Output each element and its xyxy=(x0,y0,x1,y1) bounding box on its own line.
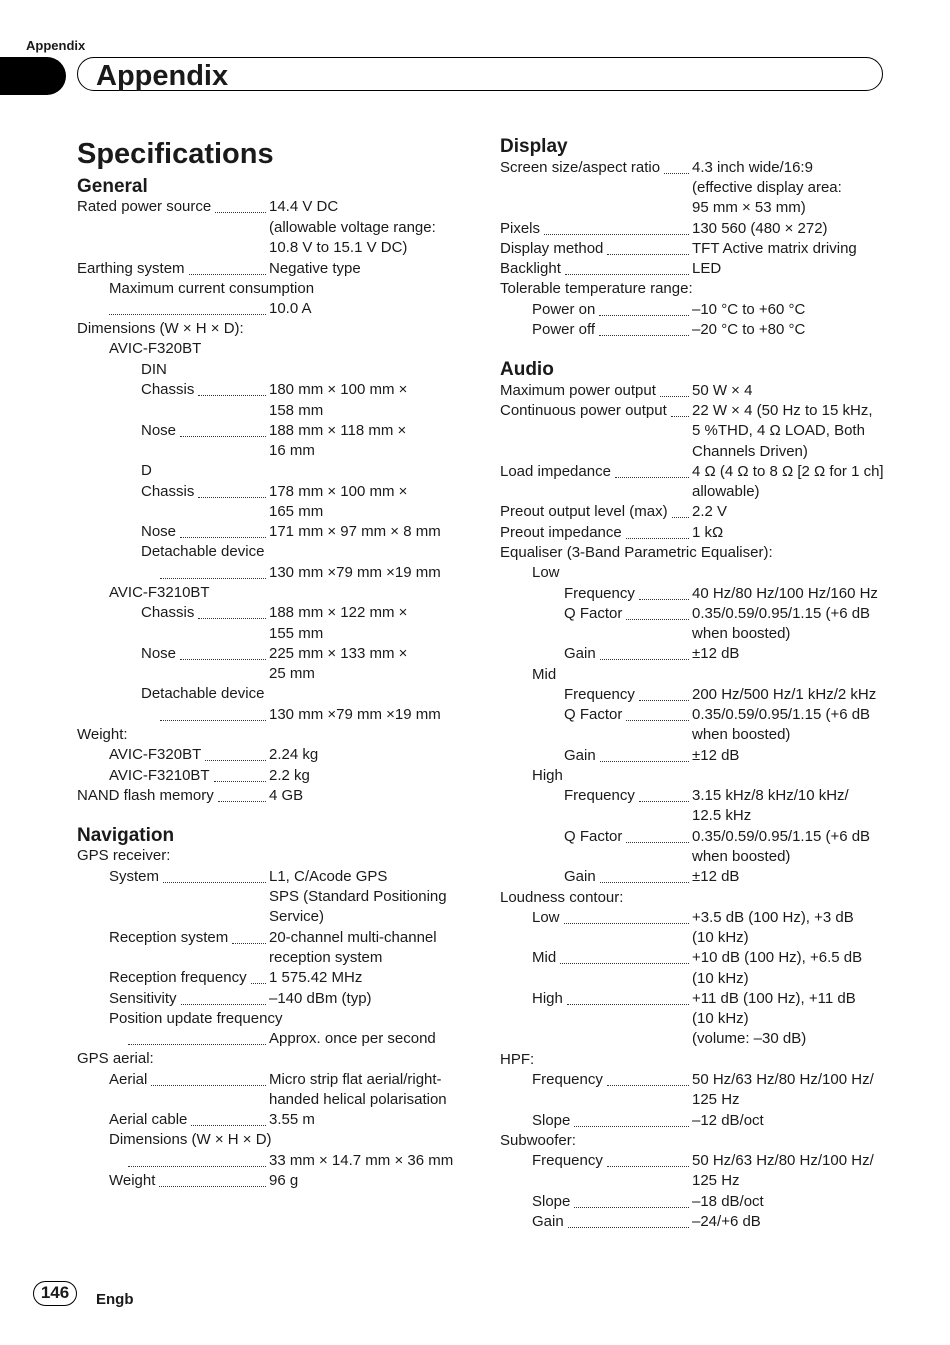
spec-value-continued: (volume: –30 dB) xyxy=(692,1030,807,1047)
spec-label: High xyxy=(532,990,563,1007)
spec-label: Position update frequency xyxy=(109,1010,283,1027)
language-code: Engb xyxy=(96,1291,134,1308)
spec-value: 4 GB xyxy=(269,787,304,804)
spec-value: 178 mm × 100 mm × xyxy=(269,483,408,500)
spec-value-continued: SPS (Standard Positioning xyxy=(269,888,447,905)
spec-value: 4.3 inch wide/16:9 xyxy=(692,159,813,176)
spec-value: 130 560 (480 × 272) xyxy=(692,220,828,237)
spec-value: –20 °C to +80 °C xyxy=(692,321,806,338)
spec-label: Chassis xyxy=(141,483,195,500)
spec-label: DIN xyxy=(141,361,167,378)
dot-leader xyxy=(159,1184,266,1187)
dot-leader xyxy=(664,171,689,174)
spec-label: Gain xyxy=(564,645,596,662)
spec-row xyxy=(0,1070,950,1090)
spec-label: NAND flash memory xyxy=(77,787,214,804)
dot-leader xyxy=(565,272,689,275)
spec-value: LED xyxy=(692,260,722,277)
dot-leader xyxy=(626,840,689,843)
spec-label: Maximum power output xyxy=(500,382,656,399)
spec-value: 2.24 kg xyxy=(269,746,319,763)
spec-label: Backlight xyxy=(500,260,561,277)
dot-leader xyxy=(600,880,689,883)
spec-label: Gain xyxy=(532,1213,564,1230)
spec-label: Detachable device xyxy=(141,543,265,560)
spec-value-continued: allowable) xyxy=(692,483,760,500)
spec-value: 0.35/0.59/0.95/1.15 (+6 dB xyxy=(692,605,871,622)
dot-leader xyxy=(567,1002,689,1005)
spec-value: 2.2 V xyxy=(692,503,728,520)
spec-row xyxy=(0,705,950,725)
spec-label: Continuous power output xyxy=(500,402,667,419)
spec-value: 50 W × 4 xyxy=(692,382,753,399)
spec-row xyxy=(0,1111,950,1131)
spec-value-continued: when boosted) xyxy=(692,726,791,743)
spec-row xyxy=(0,644,950,664)
spec-value-continued: (10 kHz) xyxy=(692,929,749,946)
dot-leader xyxy=(626,718,689,721)
section-banner-title: Appendix xyxy=(96,60,229,92)
spec-label: Frequency xyxy=(564,686,635,703)
spec-value: 200 Hz/500 Hz/1 kHz/2 kHz xyxy=(692,686,877,703)
spec-row xyxy=(0,482,950,502)
spec-value-continued: Channels Driven) xyxy=(692,443,808,460)
spec-value-continued: (10 kHz) xyxy=(692,1010,749,1027)
spec-row xyxy=(0,908,950,928)
spec-value-continued: 158 mm xyxy=(269,402,324,419)
dot-leader xyxy=(544,232,689,235)
spec-row xyxy=(0,766,950,786)
spec-value: 50 Hz/63 Hz/80 Hz/100 Hz/ xyxy=(692,1152,874,1169)
dot-leader xyxy=(568,1225,689,1228)
spec-label: AVIC-F3210BT xyxy=(109,584,210,601)
spec-value: ±12 dB xyxy=(692,868,740,885)
dot-leader xyxy=(251,981,266,984)
spec-row xyxy=(0,786,950,806)
section-heading: General xyxy=(77,176,148,197)
dot-leader xyxy=(232,941,266,944)
spec-label: AVIC-F320BT xyxy=(109,340,202,357)
spec-label: Power off xyxy=(532,321,596,338)
spec-value: 40 Hz/80 Hz/100 Hz/160 Hz xyxy=(692,585,878,602)
spec-row xyxy=(0,401,950,421)
spec-value-continued: 25 mm xyxy=(269,665,315,682)
spec-value: 1 575.42 MHz xyxy=(269,969,363,986)
spec-label: Equaliser (3-Band Parametric Equaliser): xyxy=(500,544,773,561)
dot-leader xyxy=(607,252,689,255)
spec-row xyxy=(0,948,950,968)
spec-value: Approx. once per second xyxy=(269,1030,436,1047)
spec-label: Aerial xyxy=(109,1071,148,1088)
spec-value: 180 mm × 100 mm × xyxy=(269,381,408,398)
spec-value: 188 mm × 118 mm × xyxy=(269,422,407,439)
spec-label: Screen size/aspect ratio xyxy=(500,159,661,176)
spec-label: Weight xyxy=(109,1172,156,1189)
dot-leader xyxy=(615,475,689,478)
spec-row xyxy=(0,502,950,522)
spec-value: 2.2 kg xyxy=(269,767,310,784)
spec-value: Micro strip flat aerial/right- xyxy=(269,1071,442,1088)
spec-label: Preout output level (max) xyxy=(500,503,668,520)
spec-row xyxy=(0,989,950,1009)
dot-leader xyxy=(639,698,689,701)
spec-label: Maximum current consumption xyxy=(109,280,315,297)
spec-label: Pixels xyxy=(500,220,541,237)
spec-row xyxy=(0,685,950,705)
running-header: Appendix xyxy=(26,38,86,53)
dot-leader xyxy=(215,210,266,213)
spec-value-continued: 165 mm xyxy=(269,503,324,520)
page-title: Specifications xyxy=(77,138,274,170)
spec-value-continued: (allowable voltage range: xyxy=(269,219,436,236)
spec-label: Loudness contour: xyxy=(500,889,624,906)
dot-leader xyxy=(672,515,689,518)
spec-row xyxy=(0,158,950,178)
spec-value-continued: 5 %THD, 4 Ω LOAD, Both xyxy=(692,422,865,439)
spec-row xyxy=(0,300,950,320)
spec-label: Load impedance xyxy=(500,463,611,480)
spec-value: –10 °C to +60 °C xyxy=(692,301,806,318)
spec-value-continued: 125 Hz xyxy=(692,1172,740,1189)
spec-row xyxy=(0,584,950,604)
spec-row xyxy=(0,746,950,766)
dot-leader xyxy=(600,759,689,762)
spec-value: 130 mm ×79 mm ×19 mm xyxy=(269,564,441,581)
dot-leader xyxy=(660,394,689,397)
spec-value: 130 mm ×79 mm ×19 mm xyxy=(269,706,441,723)
spec-value: 14.4 V DC xyxy=(269,198,339,215)
spec-value: Negative type xyxy=(269,260,361,277)
spec-label: High xyxy=(532,767,563,784)
spec-value: 20-channel multi-channel xyxy=(269,929,437,946)
spec-row xyxy=(0,197,950,217)
section-heading: Audio xyxy=(500,359,554,380)
spec-row xyxy=(0,928,950,948)
spec-row xyxy=(0,1029,950,1049)
spec-row xyxy=(0,320,950,340)
spec-value: +3.5 dB (100 Hz), +3 dB xyxy=(692,909,854,926)
spec-value: –12 dB/oct xyxy=(692,1112,764,1129)
spec-label: Chassis xyxy=(141,604,195,621)
dot-leader xyxy=(607,1083,689,1086)
spec-label: Low xyxy=(532,909,560,926)
spec-value-continued: reception system xyxy=(269,949,383,966)
spec-label: Subwoofer: xyxy=(500,1132,576,1149)
spec-label: Nose xyxy=(141,422,177,439)
spec-value-continued: 10.8 V to 15.1 V DC) xyxy=(269,239,408,256)
spec-label: Dimensions (W × H × D) xyxy=(109,1131,272,1148)
spec-value-continued: handed helical polarisation xyxy=(269,1091,447,1108)
spec-label: GPS receiver: xyxy=(77,847,171,864)
spec-row xyxy=(0,968,950,988)
spec-value: 0.35/0.59/0.95/1.15 (+6 dB xyxy=(692,828,871,845)
spec-value: 1 kΩ xyxy=(692,524,724,541)
spec-row xyxy=(0,523,950,543)
spec-value-continued: when boosted) xyxy=(692,848,791,865)
spec-value: 33 mm × 14.7 mm × 36 mm xyxy=(269,1152,454,1169)
dot-leader xyxy=(607,1164,689,1167)
spec-value-continued: Service) xyxy=(269,908,325,925)
spec-label: Frequency xyxy=(532,1152,603,1169)
section-tab-marker xyxy=(0,57,66,95)
spec-label: Weight: xyxy=(77,726,128,743)
dot-leader xyxy=(560,961,689,964)
spec-label: Gain xyxy=(564,747,596,764)
spec-row xyxy=(0,867,950,887)
spec-value-continued: 155 mm xyxy=(269,625,324,642)
spec-value-continued: 125 Hz xyxy=(692,1091,740,1108)
spec-value: –18 dB/oct xyxy=(692,1193,764,1210)
spec-value-continued: 95 mm × 53 mm) xyxy=(692,199,806,216)
dot-leader xyxy=(599,333,689,336)
spec-label: Rated power source xyxy=(77,198,212,215)
spec-label: Frequency xyxy=(532,1071,603,1088)
section-heading: Navigation xyxy=(77,825,175,846)
dot-leader xyxy=(600,657,689,660)
spec-row xyxy=(0,381,950,401)
dot-leader xyxy=(639,597,689,600)
spec-row xyxy=(0,1171,950,1191)
spec-label: Earthing system xyxy=(77,260,185,277)
spec-value: 96 g xyxy=(269,1172,299,1189)
spec-label: Power on xyxy=(532,301,596,318)
spec-row xyxy=(0,827,950,847)
spec-label: Nose xyxy=(141,645,177,662)
spec-label: Aerial cable xyxy=(109,1111,188,1128)
spec-value: 50 Hz/63 Hz/80 Hz/100 Hz/ xyxy=(692,1071,874,1088)
spec-value: –140 dBm (typ) xyxy=(269,990,372,1007)
spec-value: 4 Ω (4 Ω to 8 Ω [2 Ω for 1 ch] xyxy=(692,463,884,480)
dot-leader xyxy=(574,1205,689,1208)
spec-label: Reception system xyxy=(109,929,229,946)
spec-value-continued: 16 mm xyxy=(269,442,315,459)
spec-row xyxy=(0,1192,950,1212)
spec-row xyxy=(0,462,950,482)
dot-leader xyxy=(626,617,689,620)
spec-label: Dimensions (W × H × D): xyxy=(77,320,244,337)
spec-label: Sensitivity xyxy=(109,990,177,1007)
spec-value-continued: (effective display area: xyxy=(692,179,842,196)
dot-leader xyxy=(574,1124,689,1127)
spec-label: Q Factor xyxy=(564,706,623,723)
spec-row xyxy=(0,1151,950,1171)
dot-leader xyxy=(214,779,266,782)
spec-value: +10 dB (100 Hz), +6.5 dB xyxy=(692,949,863,966)
spec-row xyxy=(0,604,950,624)
spec-label: Slope xyxy=(532,1193,571,1210)
dot-leader xyxy=(198,495,266,498)
spec-value: 3.55 m xyxy=(269,1111,315,1128)
spec-label: Chassis xyxy=(141,381,195,398)
section-heading: Display xyxy=(500,136,568,157)
spec-label: Frequency xyxy=(564,585,635,602)
spec-value: ±12 dB xyxy=(692,645,740,662)
spec-value-continued: (10 kHz) xyxy=(692,970,749,987)
spec-label: Tolerable temperature range: xyxy=(500,280,693,297)
spec-value: 3.15 kHz/8 kHz/10 kHz/ xyxy=(692,787,849,804)
spec-label: Q Factor xyxy=(564,605,623,622)
spec-label: AVIC-F3210BT xyxy=(109,767,210,784)
spec-value: 22 W × 4 (50 Hz to 15 kHz, xyxy=(692,402,873,419)
spec-row xyxy=(0,239,950,259)
spec-label: Low xyxy=(532,564,560,581)
spec-label: Reception frequency xyxy=(109,969,247,986)
page-number: 146 xyxy=(33,1281,77,1306)
spec-value: +11 dB (100 Hz), +11 dB xyxy=(692,990,856,1007)
spec-label: Q Factor xyxy=(564,828,623,845)
spec-label: Slope xyxy=(532,1112,571,1129)
dot-leader xyxy=(639,799,689,802)
spec-row xyxy=(0,259,950,279)
spec-value: ±12 dB xyxy=(692,747,740,764)
dot-leader xyxy=(626,536,689,539)
spec-label: Detachable device xyxy=(141,685,265,702)
dot-leader xyxy=(160,576,266,579)
spec-row xyxy=(0,563,950,583)
spec-label: Frequency xyxy=(564,787,635,804)
dot-leader xyxy=(180,434,266,437)
dot-leader xyxy=(599,313,689,316)
spec-value: TFT Active matrix driving xyxy=(692,240,857,257)
spec-value: 10.0 A xyxy=(269,300,312,317)
dot-leader xyxy=(128,1042,266,1045)
spec-label: Gain xyxy=(564,868,596,885)
spec-label: Mid xyxy=(532,949,557,966)
spec-label: Display method xyxy=(500,240,604,257)
spec-label: Preout impedance xyxy=(500,524,622,541)
dot-leader xyxy=(671,414,689,417)
spec-value-continued: 12.5 kHz xyxy=(692,807,752,824)
spec-value-continued: when boosted) xyxy=(692,625,791,642)
spec-value: –24/+6 dB xyxy=(692,1213,761,1230)
dot-leader xyxy=(564,921,689,924)
spec-label: D xyxy=(141,462,152,479)
spec-label: HPF: xyxy=(500,1051,535,1068)
spec-row xyxy=(0,1212,950,1232)
spec-label: Nose xyxy=(141,523,177,540)
spec-value: 188 mm × 122 mm × xyxy=(269,604,408,621)
spec-label: System xyxy=(109,868,160,885)
spec-value: 0.35/0.59/0.95/1.15 (+6 dB xyxy=(692,706,871,723)
spec-value: 171 mm × 97 mm × 8 mm xyxy=(269,523,441,540)
spec-value: 225 mm × 133 mm × xyxy=(269,645,408,662)
spec-value: L1, C/Acode GPS xyxy=(269,868,388,885)
spec-label: GPS aerial: xyxy=(77,1050,154,1067)
spec-label: Mid xyxy=(532,666,557,683)
spec-row xyxy=(0,219,950,239)
spec-label: AVIC-F320BT xyxy=(109,746,202,763)
